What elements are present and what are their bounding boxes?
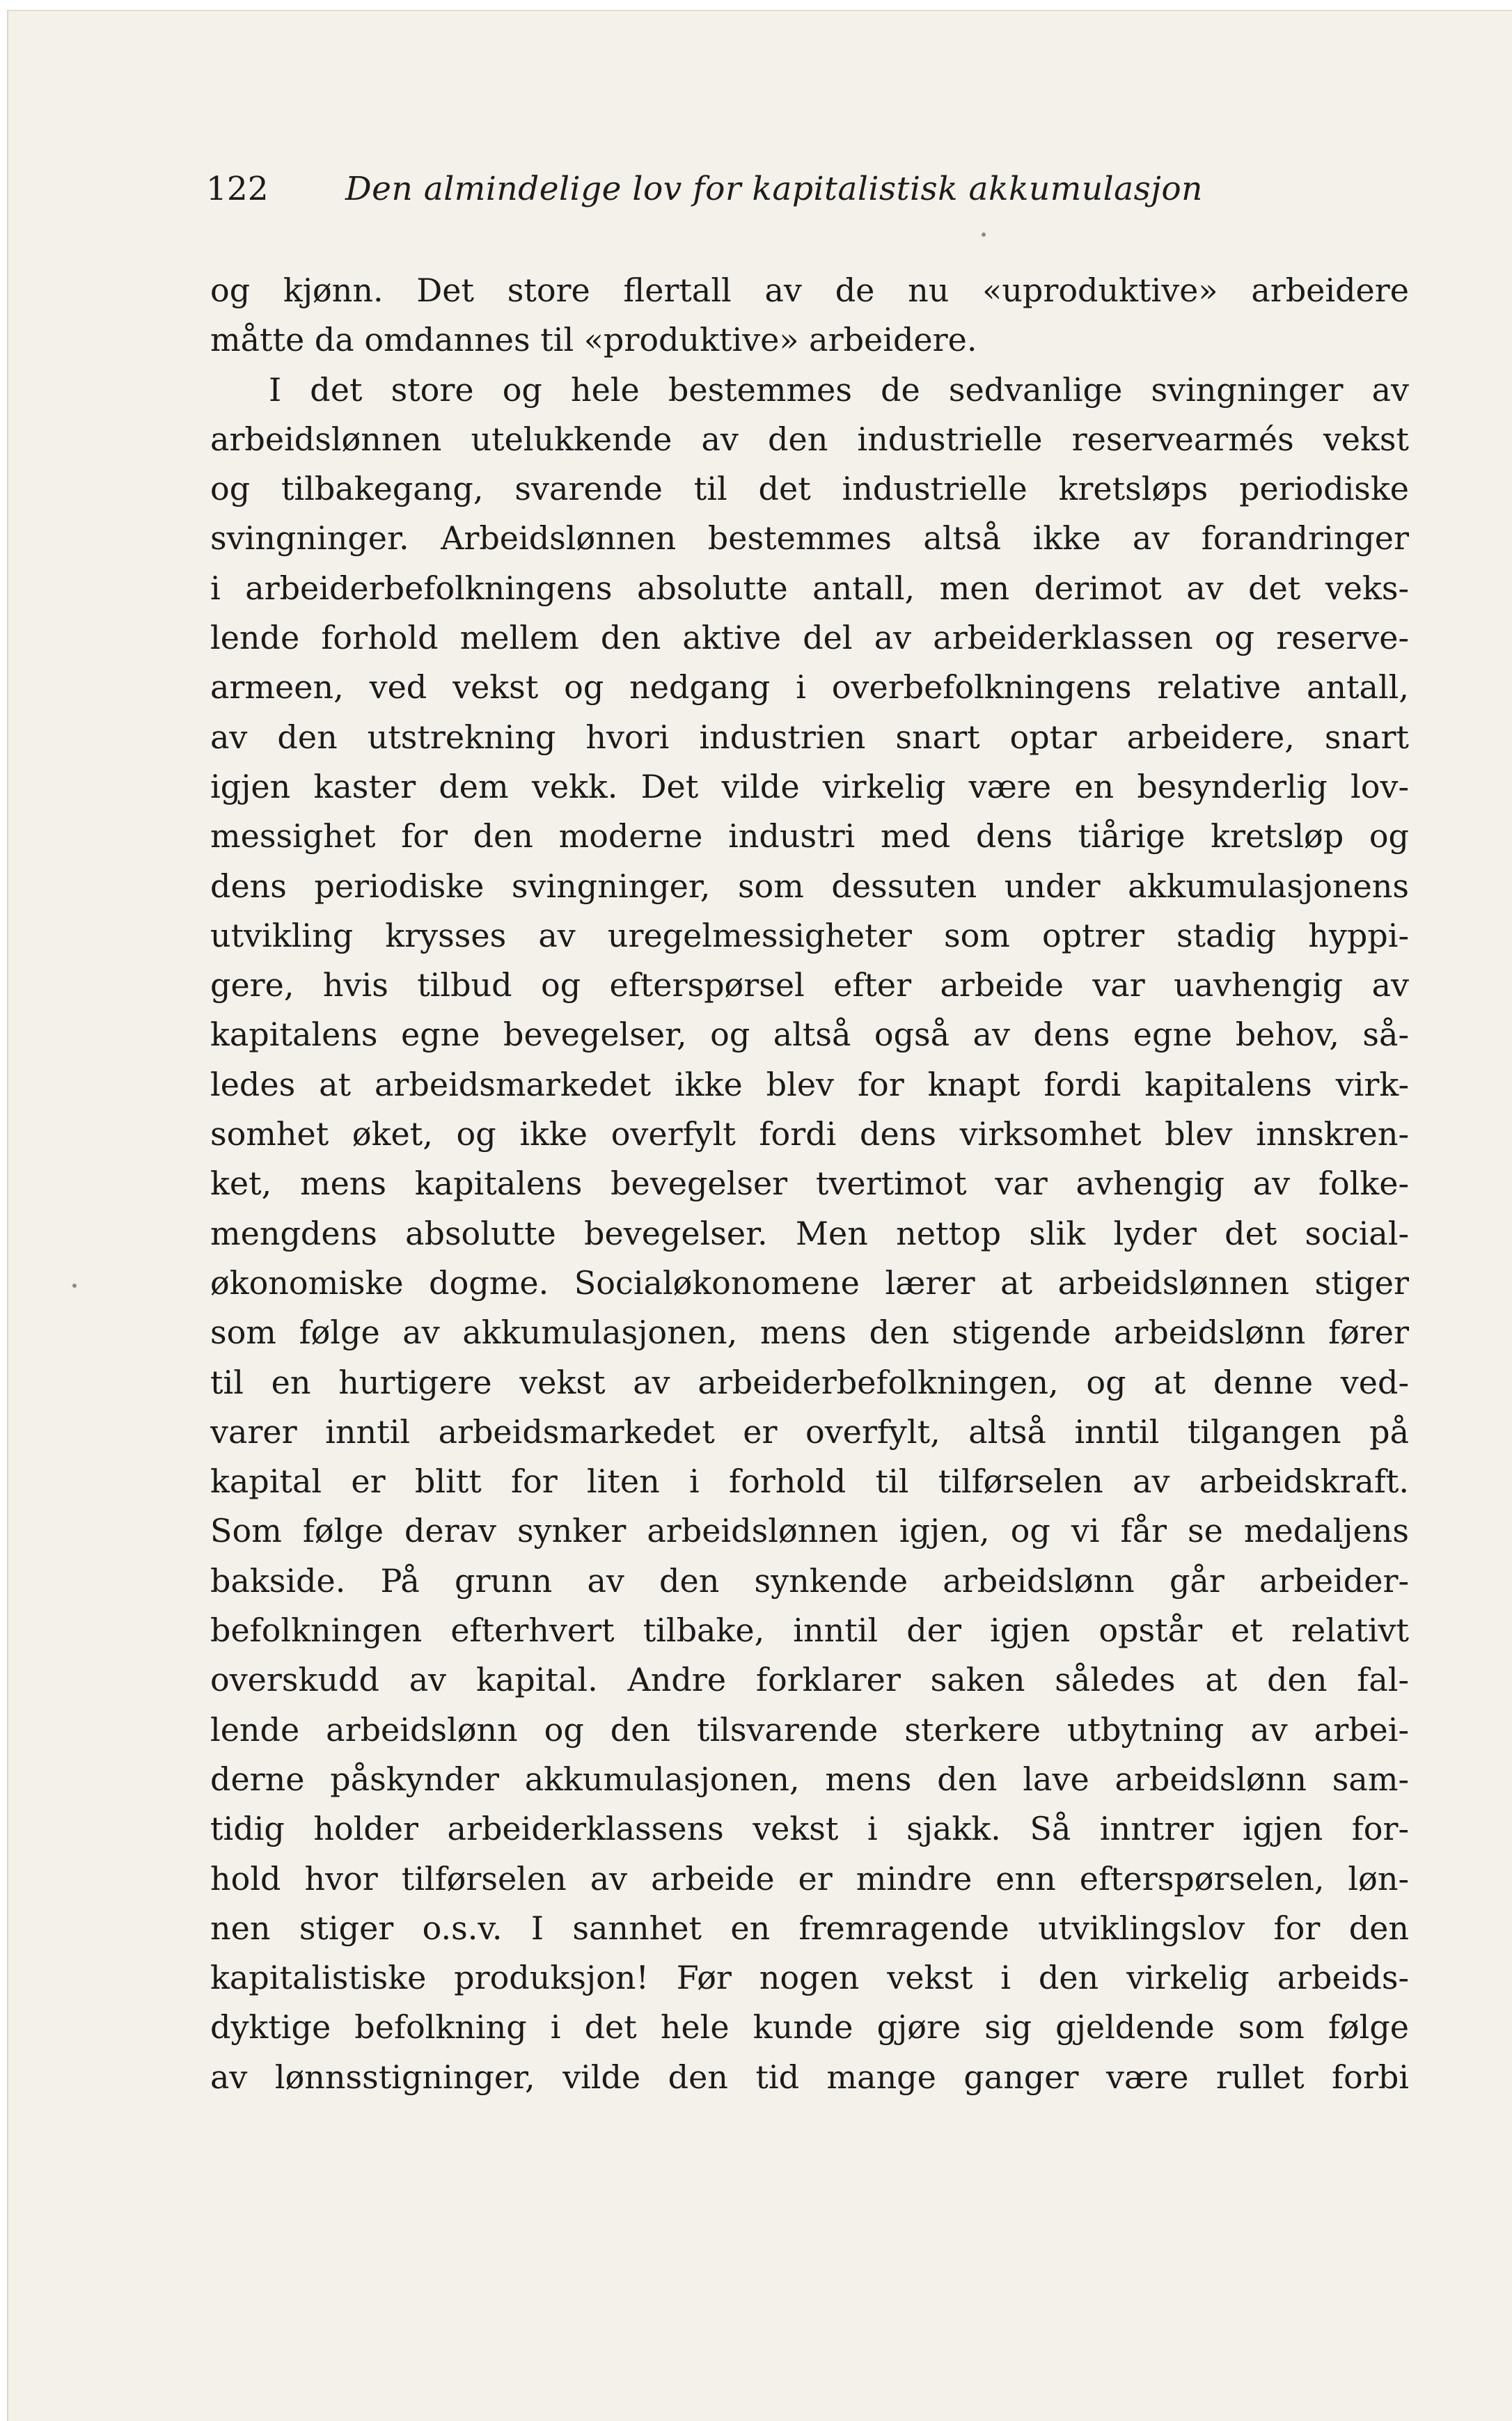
text-line: lende arbeidslønn og den tilsvarende sterkere utbytning av arbei-: [210, 1710, 1409, 1749]
text-line: bakside. På grunn av den synkende arbeidslønn går arbeider-: [210, 1561, 1409, 1600]
text-line: svingninger. Arbeidslønnen bestemmes altså ikke av forandringer: [210, 519, 1409, 558]
paragraph: [210, 266, 1409, 365]
text-line: messighet for den moderne industri med dens tiårige kretsløp og: [210, 817, 1409, 855]
text-line: tidig holder arbeiderklassens vekst i sjakk. Så inntrer igjen for-: [210, 1810, 1409, 1848]
text-line: økonomiske dogme. Socialøkonomene lærer at arbeidslønnen stiger: [210, 1263, 1409, 1302]
print-speck: [72, 1284, 77, 1288]
text-line: av lønnsstigninger, vilde den tid mange ganger være rullet forbi: [210, 2058, 1409, 2096]
text-line: dens periodiske svingninger, som dessuten under akkumulasjonens: [210, 867, 1409, 905]
text-line: som følge av akkumulasjonen, mens den stigende arbeidslønn fører: [210, 1314, 1409, 1352]
text-line: ket, mens kapitalens bevegelser tvertimot var avhengig av folke-: [210, 1165, 1409, 1203]
running-title: Den almindelige lov for kapitalistisk akkumulasjon: [345, 170, 1203, 208]
page-number: 122: [206, 170, 269, 208]
text-line: varer inntil arbeidsmarkedet er overfylt, altså inntil tilgangen på: [210, 1412, 1409, 1451]
text-line: av den utstrekning hvori industrien snart optar arbeidere, snart: [210, 718, 1409, 756]
page-header: [206, 170, 1306, 212]
text-line: kapital er blitt for liten i forhold til tilførselen av arbeidskraft.: [210, 1462, 1409, 1501]
print-speck: [982, 232, 986, 237]
text-line: befolkningen efterhvert tilbake, inntil der igjen opstår et relativt: [210, 1611, 1409, 1650]
text-line: mengdens absolutte bevegelser. Men nettop slik lyder det social-: [210, 1214, 1409, 1252]
book-page: [7, 10, 1512, 2421]
text-line: ledes at arbeidsmarkedet ikke blev for knapt fordi kapitalens virk-: [210, 1065, 1409, 1103]
text-line: og tilbakegang, svarende til det industrielle kretsløps periodiske: [210, 470, 1409, 508]
text-line: til en hurtigere vekst av arbeiderbefolkningen, og at denne ved-: [210, 1363, 1409, 1401]
paragraph: [210, 365, 1409, 2102]
text-line: nen stiger o.s.v. I sannhet en fremragende utviklingslov for den: [210, 1909, 1409, 1947]
text-line: måtte da omdannes til «produktive» arbeidere.: [210, 321, 977, 359]
text-line: I det store og hele bestemmes de sedvanlige svingninger av: [269, 370, 1409, 409]
text-line: kapitalistiske produksjon! Før nogen vekst i den virkelig arbeids-: [210, 1959, 1409, 1997]
text-line: gere, hvis tilbud og efterspørsel efter arbeide var uavhengig av: [210, 966, 1409, 1004]
text-line: Som følge derav synker arbeidslønnen igjen, og vi får se medaljens: [210, 1512, 1409, 1550]
text-line: utvikling krysses av uregelmessigheter som optrer stadig hyppi-: [210, 916, 1409, 954]
text-line: overskudd av kapital. Andre forklarer saken således at den fal-: [210, 1661, 1409, 1699]
text-line: igjen kaster dem vekk. Det vilde virkelig være en besynderlig lov-: [210, 767, 1409, 805]
text-line: derne påskynder akkumulasjonen, mens den lave arbeidslønn sam-: [210, 1760, 1409, 1798]
text-line: og kjønn. Det store flertall av de nu «uproduktive» arbeidere: [210, 271, 1409, 309]
text-line: i arbeiderbefolkningens absolutte antall, men derimot av det veks-: [210, 569, 1409, 607]
body-text: [210, 266, 1409, 2102]
text-line: somhet øket, og ikke overfylt fordi dens virksomhet blev innskren-: [210, 1115, 1409, 1153]
text-line: dyktige befolkning i det hele kunde gjøre sig gjeldende som følge: [210, 2008, 1409, 2047]
text-line: hold hvor tilførselen av arbeide er mindre enn efterspørselen, løn-: [210, 1859, 1409, 1898]
text-line: armeen, ved vekst og nedgang i overbefolkningens relative antall,: [210, 668, 1409, 707]
text-line: arbeidslønnen utelukkende av den industrielle reservearmés vekst: [210, 420, 1409, 458]
text-line: kapitalens egne bevegelser, og altså også av dens egne behov, så-: [210, 1016, 1409, 1054]
text-line: lende forhold mellem den aktive del av arbeiderklassen og reserve-: [210, 619, 1409, 657]
